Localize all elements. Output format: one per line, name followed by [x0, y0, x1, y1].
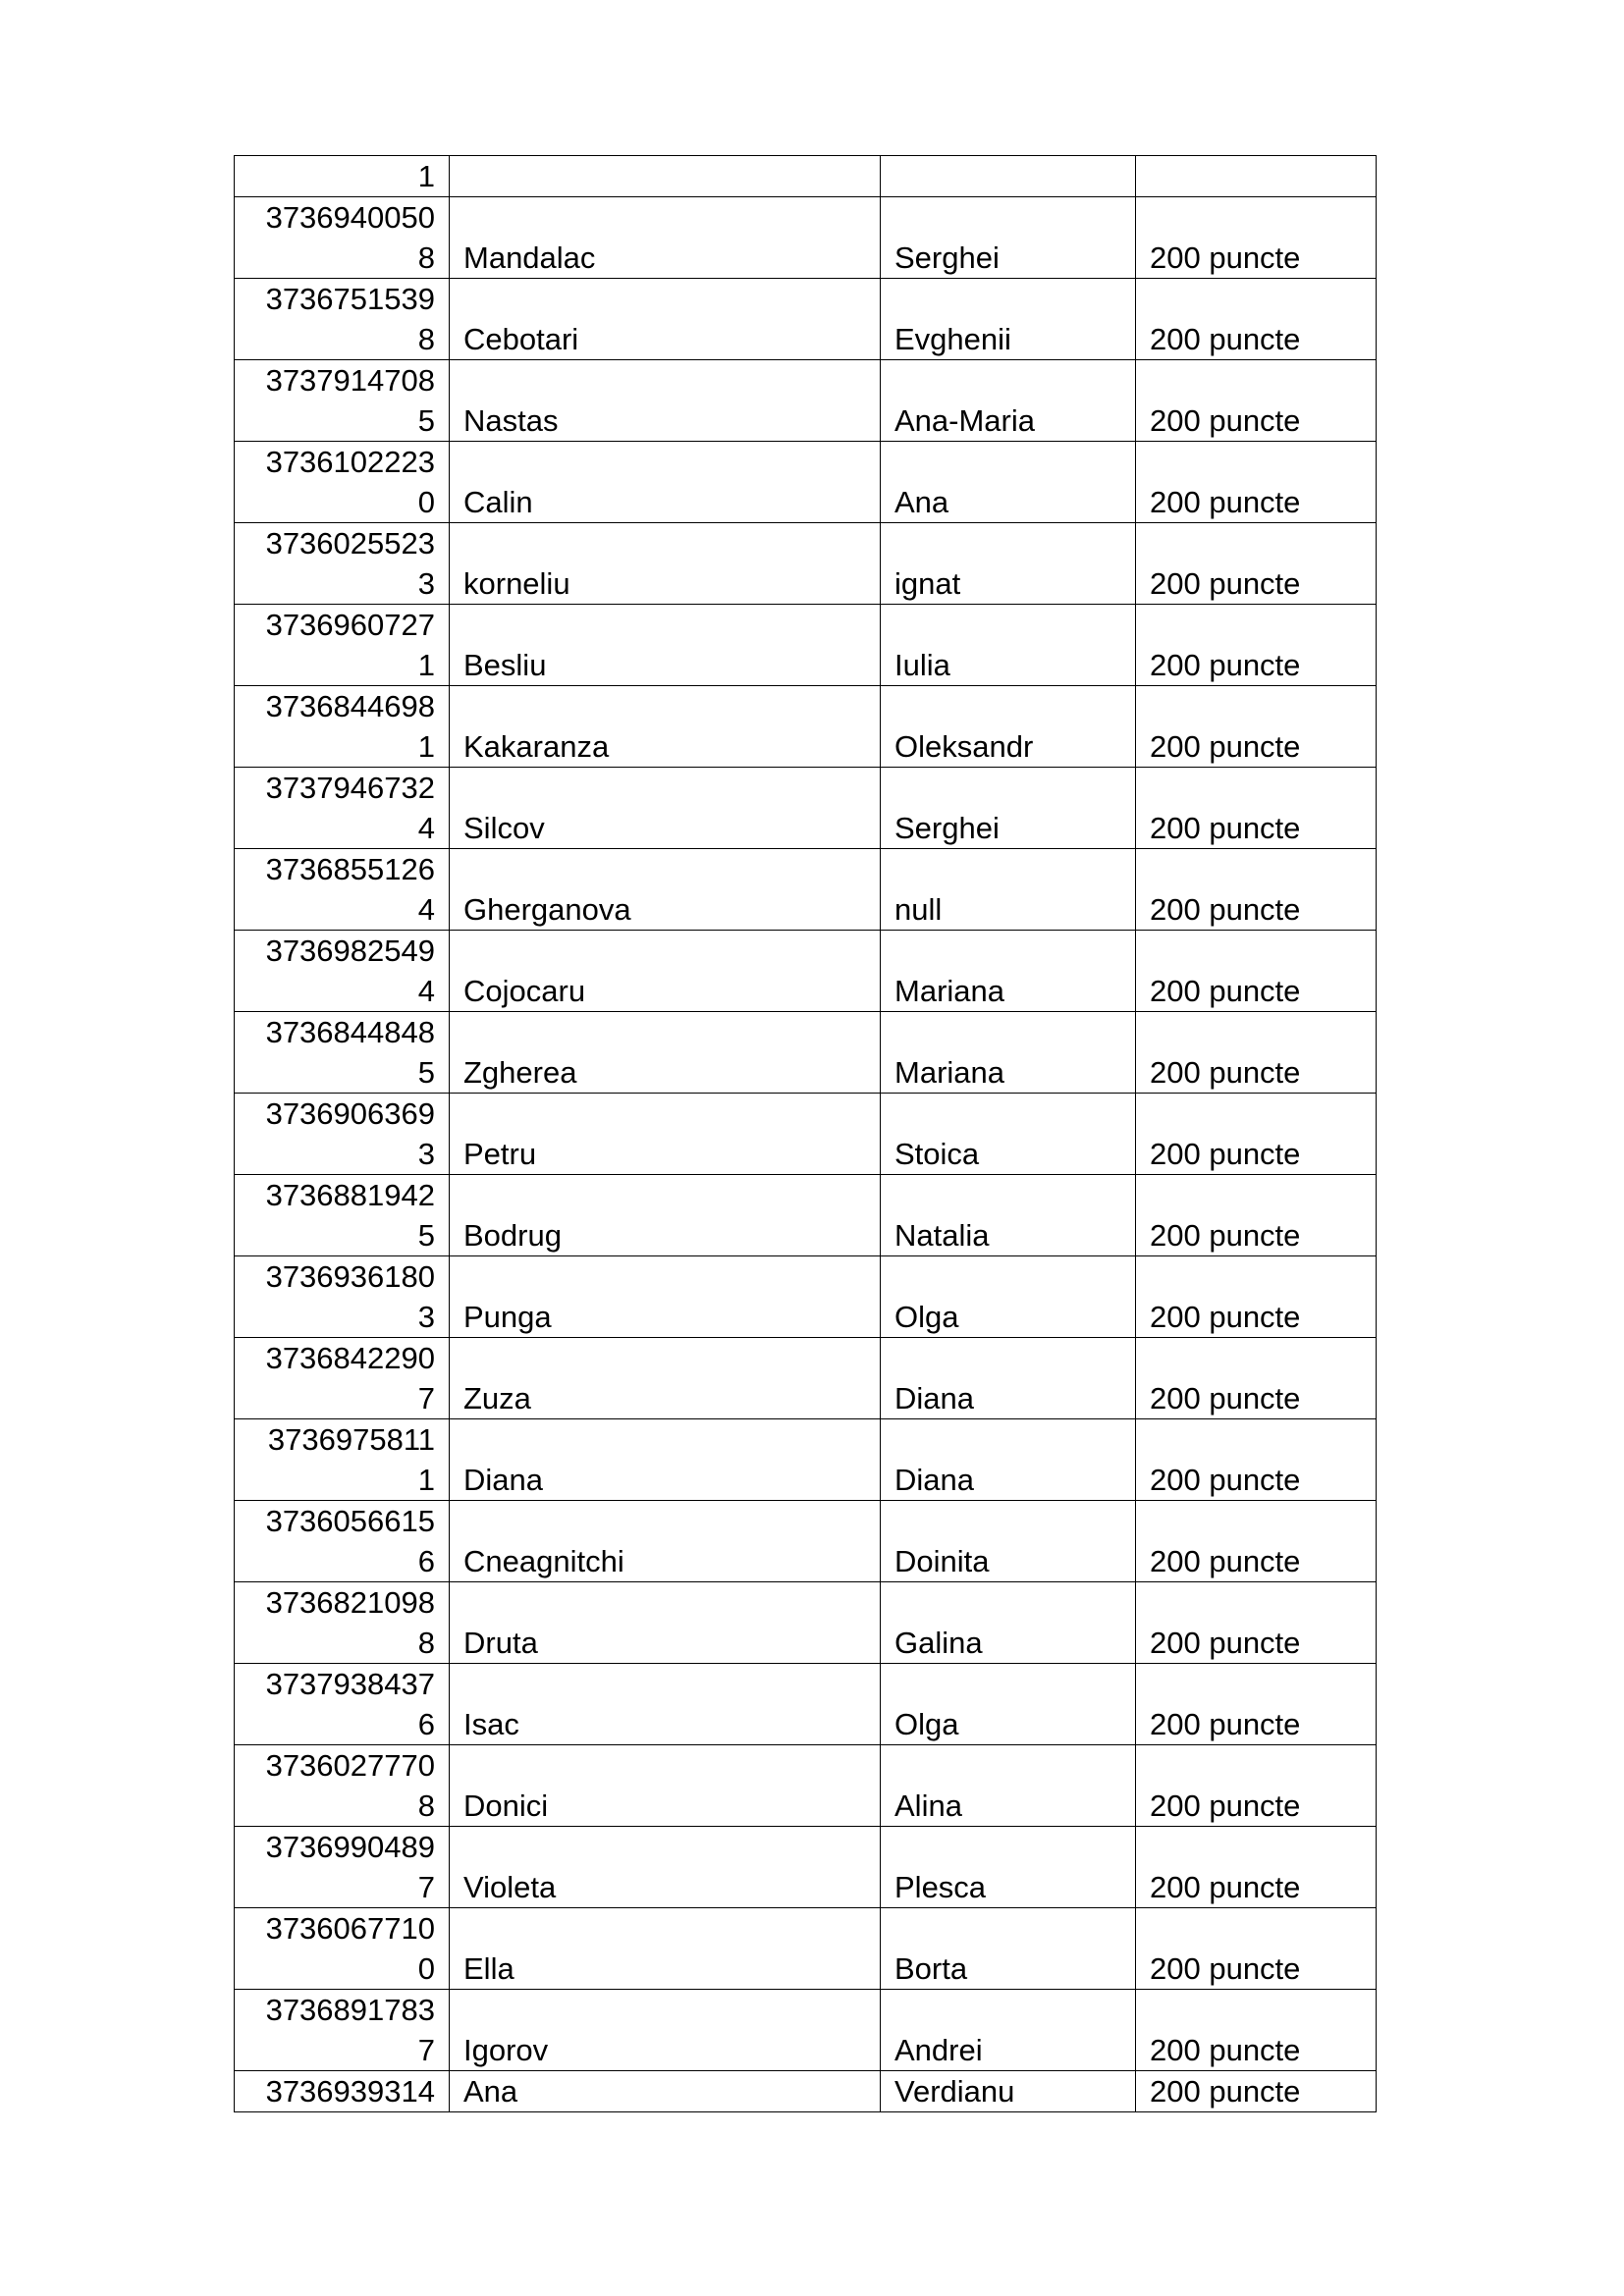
table-row — [235, 1419, 1377, 1501]
points-cell: 200 puncte — [1136, 768, 1377, 849]
table-row — [235, 1256, 1377, 1338]
phone-number-part-2: 7 — [417, 1381, 435, 1415]
points-cell: 200 puncte — [1136, 1990, 1377, 2071]
last-name-cell: Nastas — [450, 360, 881, 442]
first-name-cell: Olga — [881, 1664, 1136, 1745]
points-cell: 200 puncte — [1136, 1501, 1377, 1582]
phone-number-part-1: 3736906369 — [265, 1096, 435, 1131]
last-name-cell: Mandalac — [450, 197, 881, 279]
table-row — [235, 197, 1377, 279]
first-name-cell: Borta — [881, 1908, 1136, 1990]
phone-number-part-2: 6 — [417, 1544, 435, 1578]
first-name-cell: Galina — [881, 1582, 1136, 1664]
first-name-cell: Ana-Maria — [881, 360, 1136, 442]
table-row — [235, 686, 1377, 768]
points-cell: 200 puncte — [1136, 2071, 1377, 2112]
first-name-cell: Andrei — [881, 1990, 1136, 2071]
phone-number-part-2: 5 — [417, 403, 435, 438]
phone-number-part-1: 3736027770 — [265, 1748, 435, 1783]
points-cell: 200 puncte — [1136, 1338, 1377, 1419]
phone-cell — [235, 1256, 450, 1338]
table-row — [235, 523, 1377, 605]
phone-number-part-1: 3737946732 — [265, 771, 435, 805]
phone-number-part-2: 3 — [417, 1300, 435, 1334]
last-name-cell: Bodrug — [450, 1175, 881, 1256]
last-name-cell: Druta — [450, 1582, 881, 1664]
phone-cell — [235, 1827, 450, 1908]
table-row — [235, 1664, 1377, 1745]
phone-number-part-2: 1 — [417, 648, 435, 682]
phone-cell — [235, 849, 450, 931]
phone-number-part-1: 3736960727 — [265, 608, 435, 642]
points-cell: 200 puncte — [1136, 1582, 1377, 1664]
phone-number-part-2: 8 — [417, 322, 435, 356]
points-cell: 200 puncte — [1136, 442, 1377, 523]
points-cell: 200 puncte — [1136, 1256, 1377, 1338]
phone-cell — [235, 1419, 450, 1501]
phone-number-part-2: 5 — [417, 1055, 435, 1090]
phone-cell — [235, 197, 450, 279]
phone-number-part-1: 3736102223 — [265, 445, 435, 479]
phone-cell — [235, 1664, 450, 1745]
phone-number-part-1: 3736067710 — [265, 1911, 435, 1946]
phone-cell — [235, 1501, 450, 1582]
phone-number-part-1: 3736844848 — [265, 1015, 435, 1049]
phone-number-part-2: 4 — [417, 892, 435, 927]
phone-number-part-1: 3736936180 — [265, 1259, 435, 1294]
phone-number-part-1: 3736751539 — [265, 282, 435, 316]
phone-number-part-1: 3736821098 — [265, 1585, 435, 1620]
points-cell: 200 puncte — [1136, 360, 1377, 442]
table-row — [235, 156, 1377, 197]
phone-number-part-2: 3 — [417, 566, 435, 601]
points-cell: 200 puncte — [1136, 605, 1377, 686]
phone-cell — [235, 605, 450, 686]
phone-cell — [235, 279, 450, 360]
phone-number-part-1: 3737914708 — [265, 363, 435, 398]
points-cell: 200 puncte — [1136, 279, 1377, 360]
last-name-cell: Zuza — [450, 1338, 881, 1419]
points-cell: 200 puncte — [1136, 849, 1377, 931]
points-cell: 200 puncte — [1136, 1094, 1377, 1175]
last-name-cell: Gherganova — [450, 849, 881, 931]
table-row — [235, 442, 1377, 523]
first-name-cell — [881, 156, 1136, 197]
phone-number-part-1: 3736990489 — [265, 1830, 435, 1864]
phone-number-part-2: 4 — [417, 811, 435, 845]
table-row — [235, 1501, 1377, 1582]
last-name-cell: korneliu — [450, 523, 881, 605]
participants-table — [234, 155, 1377, 2112]
first-name-cell: Oleksandr — [881, 686, 1136, 768]
last-name-cell: Ana — [450, 2071, 881, 2112]
table-row — [235, 360, 1377, 442]
table-row — [235, 1990, 1377, 2071]
phone-cell — [235, 1338, 450, 1419]
phone-cell — [235, 1908, 450, 1990]
points-cell: 200 puncte — [1136, 1012, 1377, 1094]
phone-cell — [235, 1175, 450, 1256]
last-name-cell: Ella — [450, 1908, 881, 1990]
first-name-cell: Mariana — [881, 1012, 1136, 1094]
phone-cell — [235, 1582, 450, 1664]
first-name-cell: null — [881, 849, 1136, 931]
phone-number-part-2: 1 — [417, 729, 435, 764]
phone-number-part-2: 1 — [417, 1463, 435, 1497]
phone-number-part-1: 3736975811 — [267, 1422, 435, 1457]
last-name-cell: Besliu — [450, 605, 881, 686]
phone-number-part-2: 5 — [417, 1218, 435, 1253]
table-row — [235, 1012, 1377, 1094]
phone-cell — [235, 1094, 450, 1175]
phone-number-part-1: 3736056615 — [265, 1504, 435, 1538]
first-name-cell: Mariana — [881, 931, 1136, 1012]
phone-number-part-1: 3736891783 — [265, 1993, 435, 2027]
phone-number-part-2: 0 — [417, 485, 435, 519]
points-cell: 200 puncte — [1136, 931, 1377, 1012]
table-body — [235, 156, 1377, 2112]
phone-number-part-1: 3736982549 — [265, 934, 435, 968]
phone-cell — [235, 1990, 450, 2071]
phone-number-part-2: 0 — [417, 1951, 435, 1986]
phone-number-part-2: 7 — [417, 2033, 435, 2067]
first-name-cell: Serghei — [881, 768, 1136, 849]
first-name-cell: ignat — [881, 523, 1136, 605]
first-name-cell: Stoica — [881, 1094, 1136, 1175]
last-name-cell: Silcov — [450, 768, 881, 849]
phone-cell — [235, 686, 450, 768]
table-row — [235, 279, 1377, 360]
table-row — [235, 1094, 1377, 1175]
phone-number-part-2: 8 — [417, 1626, 435, 1660]
first-name-cell: Olga — [881, 1256, 1136, 1338]
phone-cell — [235, 442, 450, 523]
last-name-cell — [450, 156, 881, 197]
phone-cell — [235, 360, 450, 442]
table-row — [235, 2071, 1377, 2112]
phone-number-part-2: 4 — [417, 974, 435, 1008]
first-name-cell: Verdianu — [881, 2071, 1136, 2112]
last-name-cell: Violeta — [450, 1827, 881, 1908]
table-row — [235, 1175, 1377, 1256]
first-name-cell: Diana — [881, 1419, 1136, 1501]
first-name-cell: Diana — [881, 1338, 1136, 1419]
points-cell — [1136, 156, 1377, 197]
last-name-cell: Punga — [450, 1256, 881, 1338]
last-name-cell: Cojocaru — [450, 931, 881, 1012]
phone-number-part-1: 3737938437 — [265, 1667, 435, 1701]
first-name-cell: Iulia — [881, 605, 1136, 686]
phone-number-part-2: 6 — [417, 1707, 435, 1741]
table-row — [235, 1745, 1377, 1827]
first-name-cell: Ana — [881, 442, 1136, 523]
phone-cell — [235, 1745, 450, 1827]
phone-cell — [235, 768, 450, 849]
last-name-cell: Igorov — [450, 1990, 881, 2071]
phone-number-part-1: 3736881942 — [265, 1178, 435, 1212]
points-cell: 200 puncte — [1136, 1175, 1377, 1256]
first-name-cell: Alina — [881, 1745, 1136, 1827]
phone-cell — [235, 931, 450, 1012]
points-cell: 200 puncte — [1136, 1745, 1377, 1827]
last-name-cell: Cneagnitchi — [450, 1501, 881, 1582]
points-cell: 200 puncte — [1136, 197, 1377, 279]
first-name-cell: Plesca — [881, 1827, 1136, 1908]
phone-number-part-2: 3 — [417, 1137, 435, 1171]
first-name-cell: Evghenii — [881, 279, 1136, 360]
points-cell: 200 puncte — [1136, 523, 1377, 605]
first-name-cell: Natalia — [881, 1175, 1136, 1256]
phone-number-part-2: 8 — [417, 1789, 435, 1823]
points-cell: 200 puncte — [1136, 686, 1377, 768]
phone-number-part-2: 7 — [417, 1870, 435, 1904]
phone-number-part-1: 3736842290 — [265, 1341, 435, 1375]
phone-number-part-1: 3736855126 — [265, 852, 435, 886]
phone-cell: 1 — [235, 156, 450, 197]
table-row — [235, 849, 1377, 931]
first-name-cell: Doinita — [881, 1501, 1136, 1582]
last-name-cell: Donici — [450, 1745, 881, 1827]
table-row — [235, 768, 1377, 849]
last-name-cell: Petru — [450, 1094, 881, 1175]
table-row — [235, 931, 1377, 1012]
first-name-cell: Serghei — [881, 197, 1136, 279]
phone-cell: 3736939314 — [235, 2071, 450, 2112]
phone-number-part-1: 3736844698 — [265, 689, 435, 723]
points-cell: 200 puncte — [1136, 1419, 1377, 1501]
phone-cell — [235, 523, 450, 605]
phone-cell — [235, 1012, 450, 1094]
last-name-cell: Kakaranza — [450, 686, 881, 768]
last-name-cell: Isac — [450, 1664, 881, 1745]
points-cell: 200 puncte — [1136, 1827, 1377, 1908]
table-row — [235, 1338, 1377, 1419]
table-row — [235, 1908, 1377, 1990]
phone-number-part-2: 8 — [417, 240, 435, 275]
last-name-cell: Diana — [450, 1419, 881, 1501]
points-cell: 200 puncte — [1136, 1908, 1377, 1990]
last-name-cell: Calin — [450, 442, 881, 523]
points-cell: 200 puncte — [1136, 1664, 1377, 1745]
table-row — [235, 1582, 1377, 1664]
phone-number-part-1: 3736940050 — [265, 200, 435, 235]
phone-number-part-1: 3736025523 — [265, 526, 435, 561]
table-row — [235, 605, 1377, 686]
last-name-cell: Cebotari — [450, 279, 881, 360]
table-row — [235, 1827, 1377, 1908]
last-name-cell: Zgherea — [450, 1012, 881, 1094]
